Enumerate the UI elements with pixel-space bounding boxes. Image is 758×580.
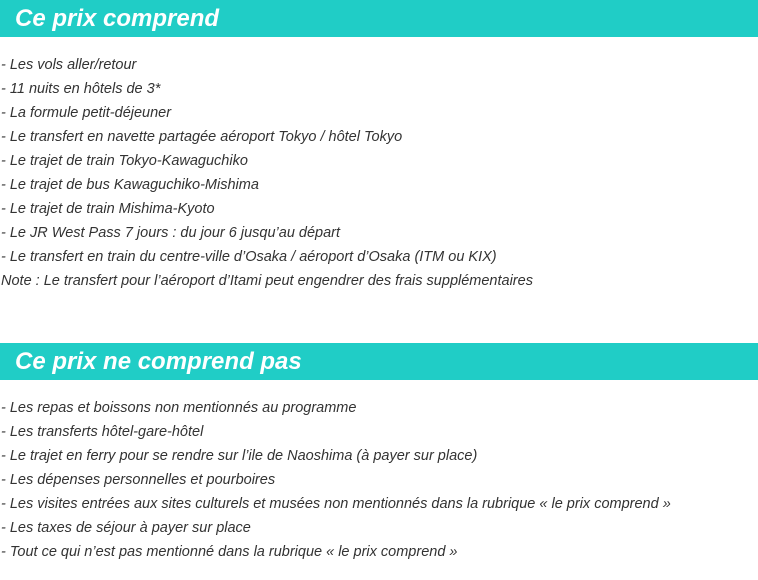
list-item: - Tout ce qui n’est pas mentionné dans la rubrique « le prix comprend » [1, 544, 458, 560]
list-item: - Le transfert en train du centre-ville d’Osaka / aéroport d’Osaka (ITM ou KIX) [1, 249, 497, 265]
excluded-section-title: Ce prix ne comprend pas [15, 348, 302, 375]
list-item: - Le trajet de train Tokyo-Kawaguchiko [1, 153, 248, 169]
list-item: - Les dépenses personnelles et pourboires [1, 472, 276, 488]
list-item: - Le transfert en navette partagée aéroport Tokyo / hôtel Tokyo [1, 129, 403, 145]
excluded-items-list [0, 396, 758, 564]
list-item: - Les repas et boissons non mentionnés au programme [1, 400, 357, 416]
note-item: Note : Le transfert pour l’aéroport d’Itami peut engendrer des frais supplémentaires [1, 273, 533, 289]
list-item: - Les transferts hôtel-gare-hôtel [1, 424, 204, 440]
included-section-header [0, 0, 758, 37]
included-section-title: Ce prix comprend [15, 5, 220, 32]
list-item: - Les visites entrées aux sites culturels et musées non mentionnés dans la rubrique « le prix comprend » [1, 496, 671, 512]
list-item: - Le JR West Pass 7 jours : du jour 6 jusqu’au départ [1, 225, 341, 241]
list-item: - Le trajet de train Mishima-Kyoto [1, 201, 215, 217]
included-items-list [0, 53, 758, 293]
list-item: - 11 nuits en hôtels de 3* [1, 81, 161, 97]
list-item: - Les vols aller/retour [1, 57, 137, 73]
list-item: - Les taxes de séjour à payer sur place [1, 520, 251, 536]
list-item: - Le trajet de bus Kawaguchiko-Mishima [1, 177, 259, 193]
excluded-section-header [0, 343, 758, 380]
list-item: - Le trajet en ferry pour se rendre sur l’ile de Naoshima (à payer sur place) [1, 448, 478, 464]
list-item: - La formule petit-déjeuner [1, 105, 172, 121]
